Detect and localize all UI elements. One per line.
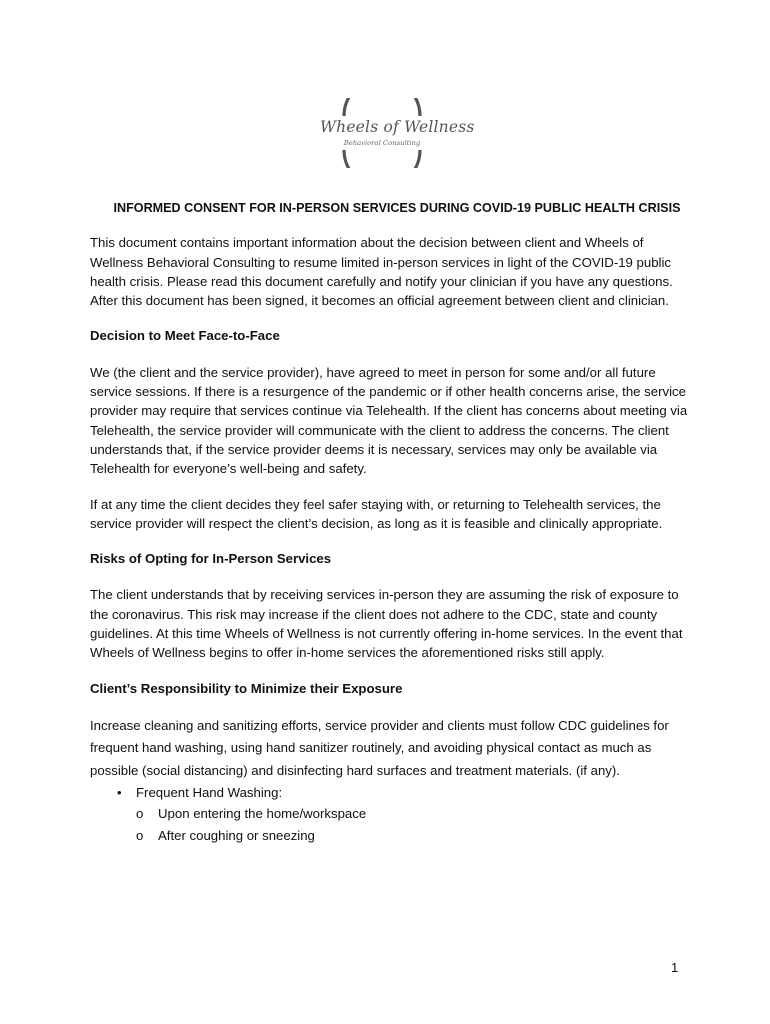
- list-item: [90, 803, 690, 825]
- list-item: [90, 782, 690, 847]
- bullet-list: [90, 782, 690, 847]
- company-logo: [320, 98, 475, 168]
- sub-bullet-label: After coughing or sneezing: [158, 828, 315, 844]
- document-title: INFORMED CONSENT FOR IN-PERSON SERVICES DURING COVID-19 PUBLIC HEALTH CRISIS: [113, 201, 681, 215]
- sub-bullet-list: [136, 803, 690, 847]
- decision-paragraph-2: If at any time the client decides they feel safer staying with, or returning to Telehealth services, the service provider will respect the client’s decision, as long as it is feasible and clinically appropriate.: [90, 496, 663, 531]
- section-heading-responsibility: Client’s Responsibility to Minimize their Exposure: [90, 680, 403, 696]
- sub-bullet-icon: o: [136, 806, 144, 822]
- logo-name: Wheels of Wellness: [320, 118, 475, 136]
- intro-paragraph: This document contains important information about the decision between client and Wheels of Wellness Behavioral Consulting to resume limited in-person services in light of the COVID-19 public health crisis. Please read this document carefully and notify your clinician if you have any questions. After this document has been signed, it becomes an official agreement between client and clinician.: [90, 235, 673, 309]
- responsibility-paragraph: Increase cleaning and sanitizing efforts, service provider and clients must follow CDC guidelines for frequent hand washing, using hand sanitizer routinely, and avoiding physical contact as much as possible (social distancing) and disinfecting hard surfaces and treatment materials. (if any).: [90, 717, 669, 778]
- bullet-icon: •: [117, 784, 122, 800]
- decision-paragraph-1: We (the client and the service provider), have agreed to meet in person for some and/or all future service sessions. If there is a resurgence of the pandemic or if other health concerns arise, the service provider may require that services continue via Telehealth. If the client has concerns about meeting via Telehealth, the service provider will communicate with the client to address the concerns. The client understands that, if the service provider deems it is necessary, services may only be available via Telehealth for everyone’s well-being and safety.: [90, 364, 688, 477]
- document-body: [90, 199, 690, 847]
- section-heading-risks: Risks of Opting for In-Person Services: [90, 551, 332, 567]
- bullet-label: Frequent Hand Washing:: [136, 784, 283, 800]
- sub-bullet-icon: o: [136, 828, 144, 844]
- sub-bullet-label: Upon entering the home/workspace: [158, 806, 367, 822]
- logo-tagline: Behavioral Consulting: [343, 139, 421, 147]
- page-number: 1: [671, 960, 679, 975]
- list-item: [90, 825, 690, 847]
- section-heading-decision: Decision to Meet Face-to-Face: [90, 328, 280, 344]
- risks-paragraph: The client understands that by receiving services in-person they are assuming the risk of exposure to the coronavirus. This risk may increase if the client does not adhere to the CDC, state and county guidelines. At this time Wheels of Wellness is not currently offering in-home services. In the event that Wheels of Wellness begins to offer in-home services the aforementioned risks still apply.: [90, 587, 683, 661]
